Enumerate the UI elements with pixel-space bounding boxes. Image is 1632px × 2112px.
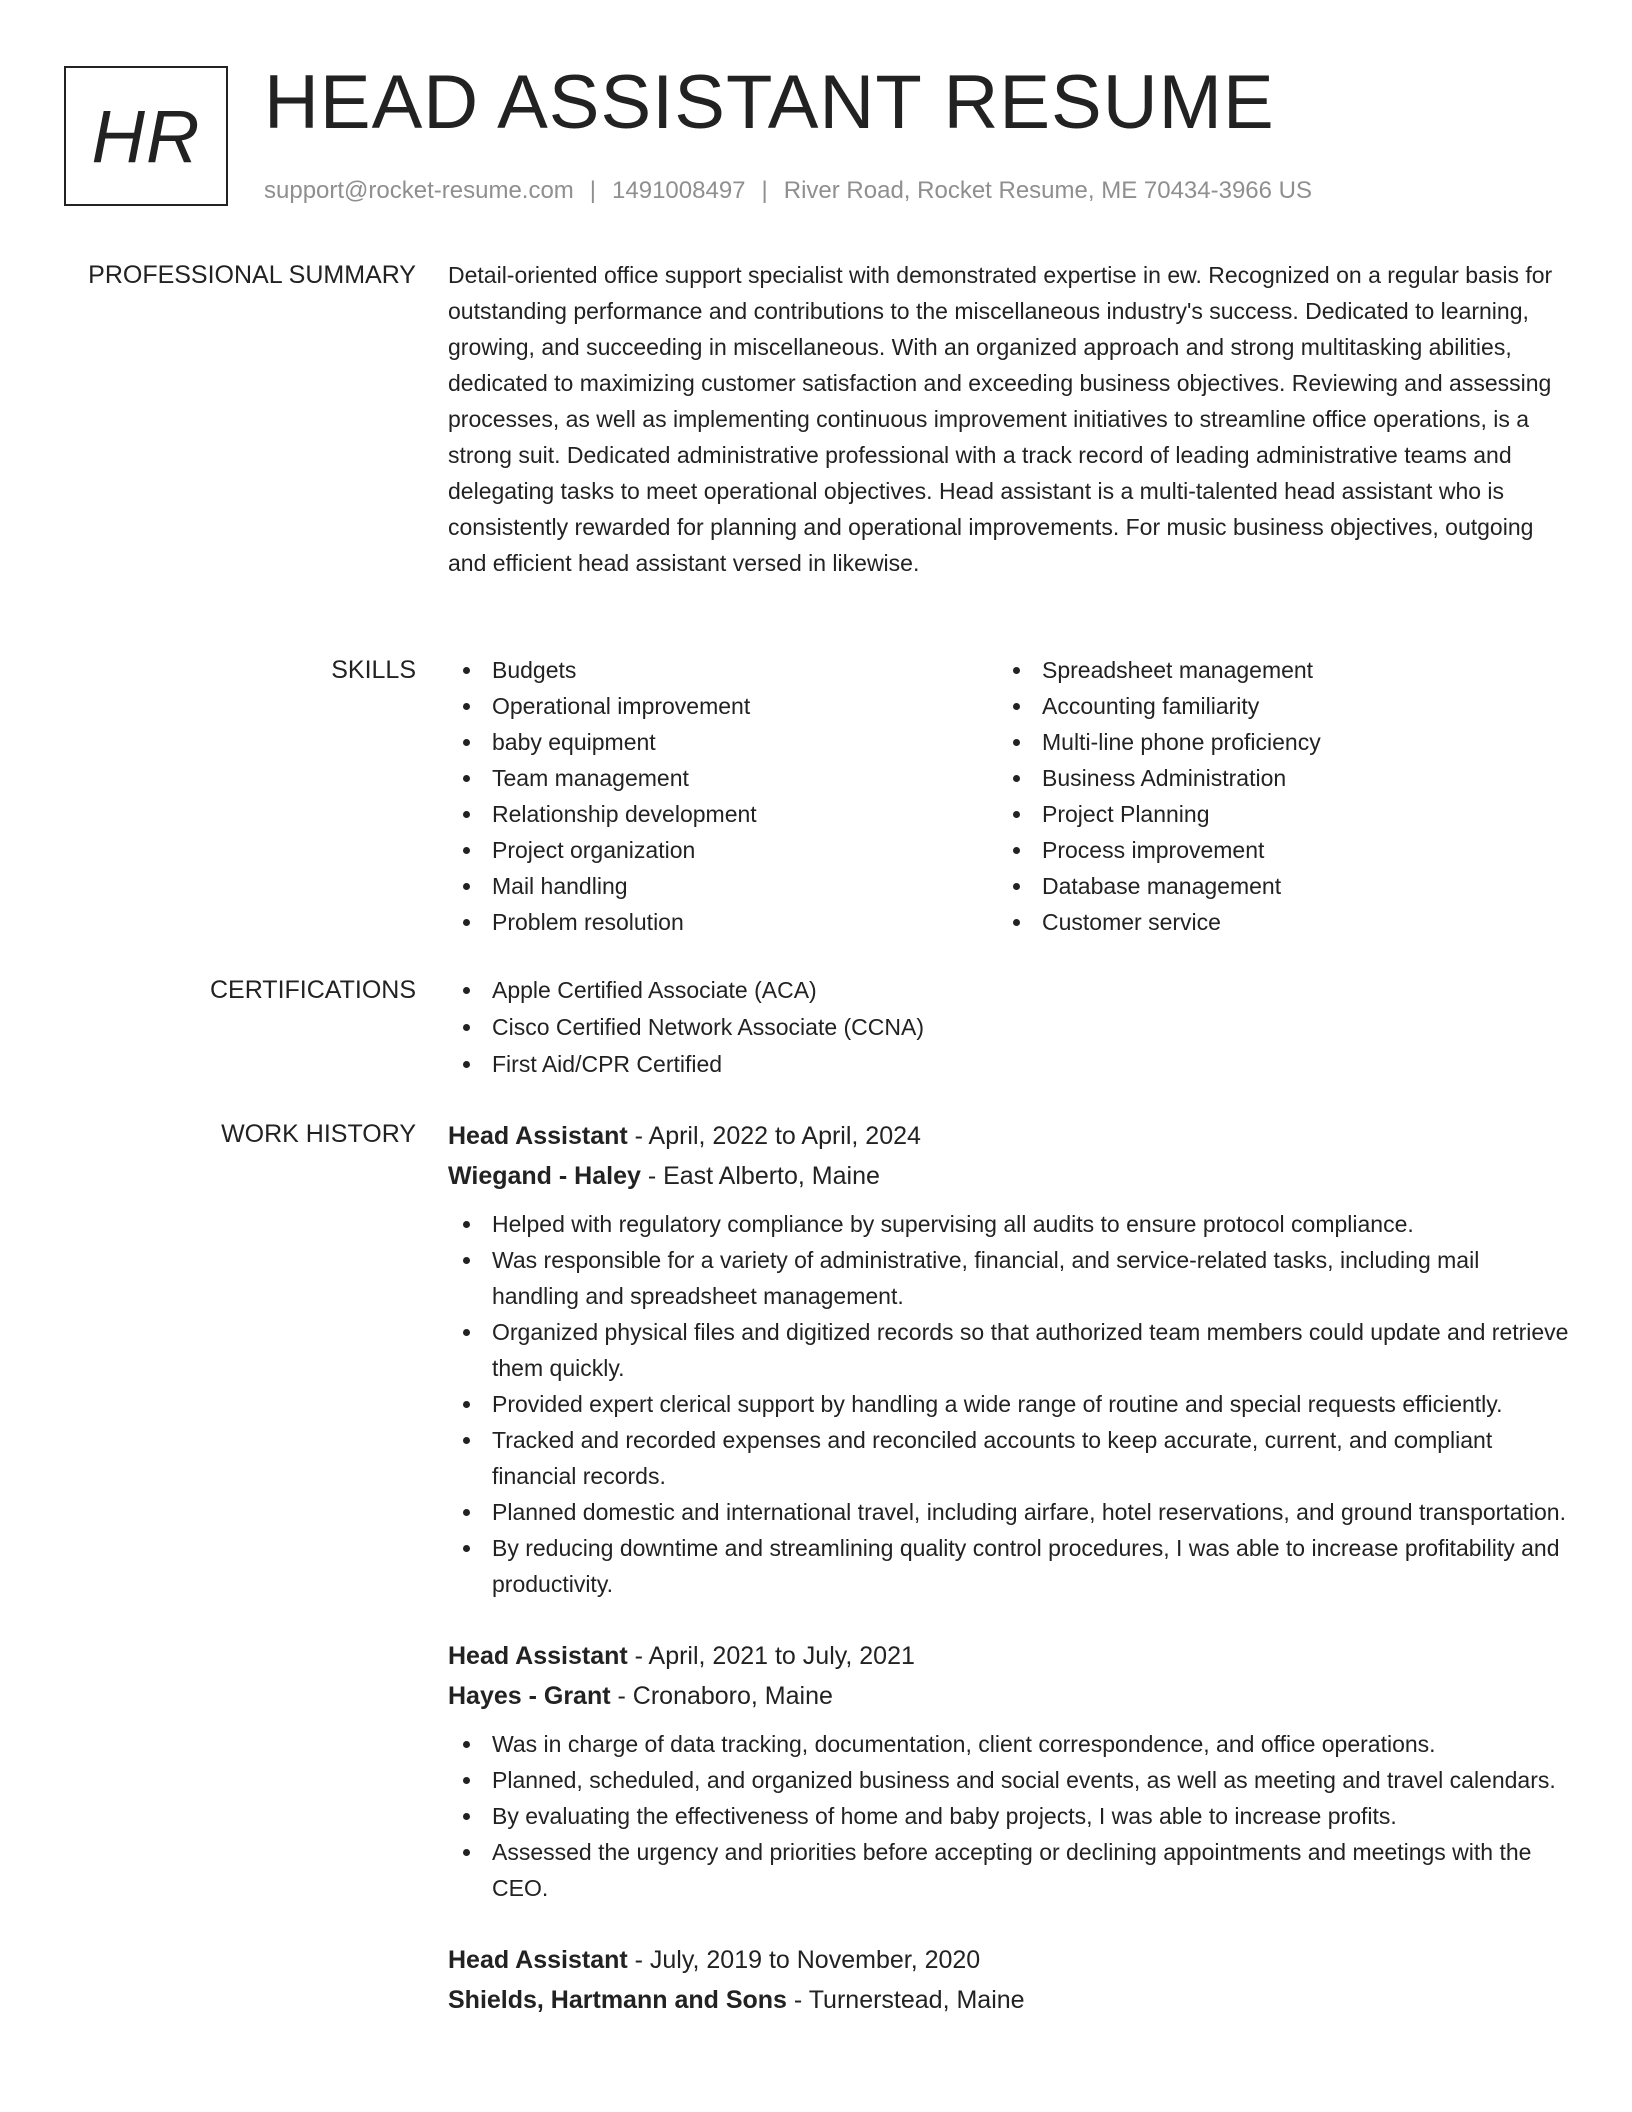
job-company: Hayes - Grant bbox=[448, 1682, 611, 1710]
summary-body bbox=[448, 257, 1570, 581]
certification-item: Apple Certified Associate (ACA) bbox=[448, 972, 1570, 1009]
skill-item: Accounting familiarity bbox=[998, 688, 1548, 724]
job-duty: Tracked and recorded expenses and reconciled accounts to keep accurate, current, and compliant financial records. bbox=[448, 1422, 1570, 1494]
skill-item: Budgets bbox=[448, 652, 998, 688]
page-title: HEAD ASSISTANT RESUME bbox=[264, 60, 1275, 145]
job-company: Shields, Hartmann and Sons bbox=[448, 1986, 787, 2014]
work-history-body bbox=[448, 1116, 1570, 2054]
certification-item: First Aid/CPR Certified bbox=[448, 1046, 1570, 1083]
job-duty: Was responsible for a variety of administrative, financial, and service-related tasks, including mail handling and spreadsheet management. bbox=[448, 1242, 1570, 1314]
summary-text: Detail-oriented office support specialist with demonstrated expertise in ew. Recognized on a regular basis for outstanding performance and contributions to the miscellaneous industry's success. Dedicated to learning, growing, and succeeding in miscellaneous. With an organized approach and strong multitasking abilities, dedicated to maximizing customer satisfaction and exceeding business objectives. Reviewing and assessing processes, as well as implementing continuous improvement initiatives to streamline office operations, is a strong suit. Dedicated administrative professional with a track record of leading administrative teams and delegating tasks to meet operational objectives. Head assistant is a multi-talented head assistant who is consistently rewarded for planning and operational improvements. For music business objectives, outgoing and efficient head assistant versed in likewise. bbox=[448, 262, 1553, 576]
skills-body bbox=[448, 652, 1570, 940]
job-dates: - April, 2022 to April, 2024 bbox=[627, 1122, 921, 1150]
job-location: - East Alberto, Maine bbox=[640, 1162, 880, 1190]
skill-item: Business Administration bbox=[998, 760, 1548, 796]
job-duties-list bbox=[448, 1726, 1570, 1906]
job-entry bbox=[448, 1116, 1570, 1602]
skill-item: Operational improvement bbox=[448, 688, 998, 724]
skill-item: baby equipment bbox=[448, 724, 998, 760]
contact-email[interactable]: support@rocket-resume.com bbox=[264, 177, 574, 204]
job-title: Head Assistant bbox=[448, 1122, 628, 1150]
job-company-line bbox=[448, 1676, 1570, 1716]
contact-address: River Road, Rocket Resume, ME 70434-3966 US bbox=[783, 177, 1312, 204]
job-title: Head Assistant bbox=[448, 1642, 628, 1670]
job-duties-list bbox=[448, 1206, 1570, 1602]
job-dates: - July, 2019 to November, 2020 bbox=[627, 1946, 981, 1974]
contact-phone[interactable]: 1491008497 bbox=[612, 177, 746, 204]
skill-item: Project organization bbox=[448, 832, 998, 868]
skill-item: Problem resolution bbox=[448, 904, 998, 940]
skill-item: Relationship development bbox=[448, 796, 998, 832]
skill-item: Database management bbox=[998, 868, 1548, 904]
job-duty: Assessed the urgency and priorities before accepting or declining appointments and meetings with the CEO. bbox=[448, 1834, 1570, 1906]
job-company-line bbox=[448, 1980, 1570, 2020]
skill-item: Spreadsheet management bbox=[998, 652, 1548, 688]
skills-list-right bbox=[998, 652, 1548, 940]
job-location: - Cronaboro, Maine bbox=[610, 1682, 833, 1710]
certifications-heading: CERTIFICATIONS bbox=[209, 976, 416, 1004]
summary-heading: PROFESSIONAL SUMMARY bbox=[88, 261, 416, 289]
job-location: - Turnerstead, Maine bbox=[786, 1986, 1025, 2014]
job-duty: Planned domestic and international travel, including airfare, hotel reservations, and ground transportation. bbox=[448, 1494, 1570, 1530]
skill-item: Process improvement bbox=[998, 832, 1548, 868]
job-entry bbox=[448, 1636, 1570, 1906]
skill-item: Team management bbox=[448, 760, 998, 796]
contact-separator: | bbox=[589, 177, 597, 204]
job-duty: Provided expert clerical support by handling a wide range of routine and special requests efficiently. bbox=[448, 1386, 1570, 1422]
monogram-logo: HR bbox=[64, 66, 228, 206]
job-title-line bbox=[448, 1116, 1570, 1156]
job-duty: By reducing downtime and streamlining quality control procedures, I was able to increase profitability and productivity. bbox=[448, 1530, 1570, 1602]
job-title-line bbox=[448, 1940, 1570, 1980]
job-title: Head Assistant bbox=[448, 1946, 628, 1974]
job-duty: By evaluating the effectiveness of home and baby projects, I was able to increase profits. bbox=[448, 1798, 1570, 1834]
job-company: Wiegand - Haley bbox=[448, 1162, 641, 1190]
skills-list-left bbox=[448, 652, 998, 940]
contact-line bbox=[264, 174, 1312, 208]
job-duty: Was in charge of data tracking, documentation, client correspondence, and office operations. bbox=[448, 1726, 1570, 1762]
job-duty: Helped with regulatory compliance by supervising all audits to ensure protocol compliance. bbox=[448, 1206, 1570, 1242]
skills-heading: SKILLS bbox=[331, 656, 416, 684]
skill-item: Mail handling bbox=[448, 868, 998, 904]
job-title-line bbox=[448, 1636, 1570, 1676]
job-duty: Organized physical files and digitized records so that authorized team members could update and retrieve them quickly. bbox=[448, 1314, 1570, 1386]
certifications-list bbox=[448, 972, 1570, 1083]
skill-item: Multi-line phone proficiency bbox=[998, 724, 1548, 760]
job-company-line bbox=[448, 1156, 1570, 1196]
contact-separator: | bbox=[761, 177, 768, 204]
job-duty: Planned, scheduled, and organized business and social events, as well as meeting and travel calendars. bbox=[448, 1762, 1570, 1798]
skill-item: Customer service bbox=[998, 904, 1548, 940]
certification-item: Cisco Certified Network Associate (CCNA) bbox=[448, 1009, 1570, 1046]
job-entry bbox=[448, 1940, 1570, 2020]
skill-item: Project Planning bbox=[998, 796, 1548, 832]
job-dates: - April, 2021 to July, 2021 bbox=[627, 1642, 915, 1670]
certifications-body bbox=[448, 972, 1570, 1083]
work-history-heading: WORK HISTORY bbox=[221, 1120, 416, 1148]
